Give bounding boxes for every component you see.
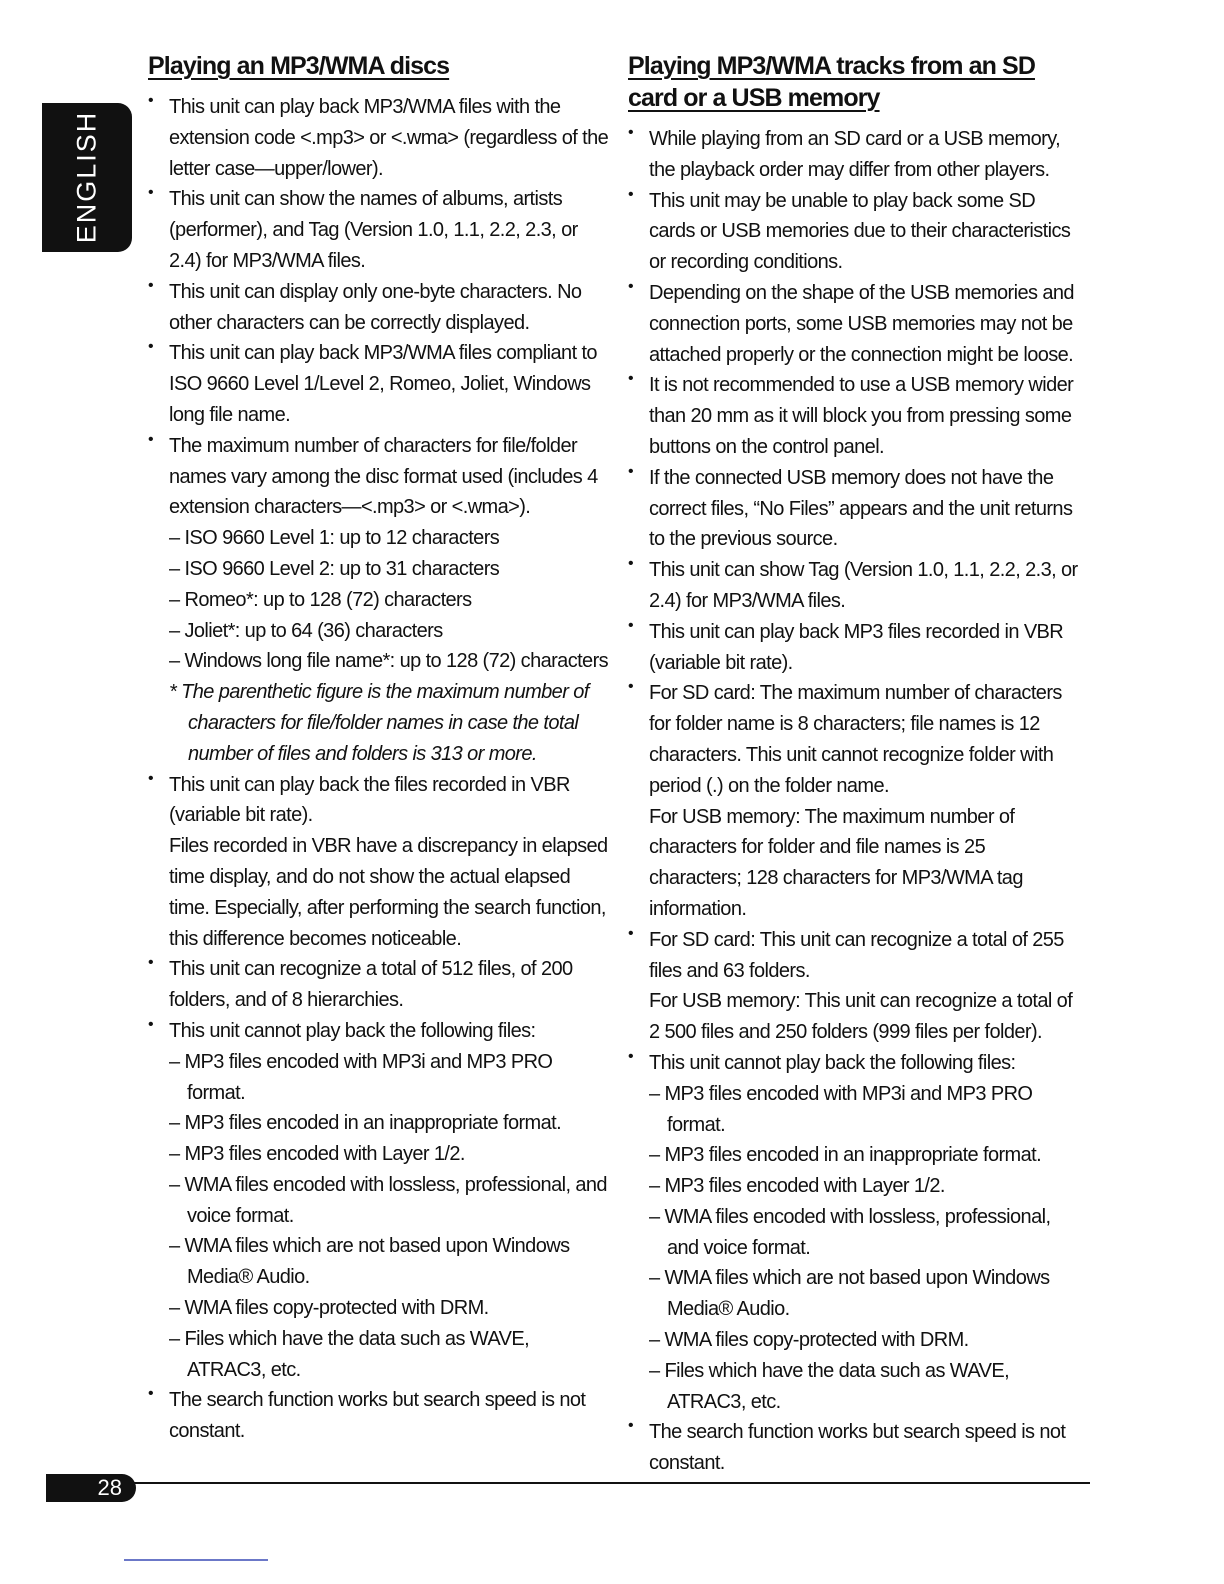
bullet-item [628, 278, 1078, 370]
bullet-item [148, 92, 610, 184]
bullet-text: • This unit can play back MP3 files recorded in VBR (variable bit rate). [649, 620, 1064, 674]
right-bullet-list [628, 124, 1078, 1479]
bullet-item [628, 370, 1078, 462]
sub-item: – MP3 files encoded with MP3i and MP3 PRO format. [169, 1050, 553, 1104]
bullet-text: For USB memory: This unit can recognize a total of 2 500 files and 250 folders (999 files per folder). [649, 990, 1073, 1044]
sub-item: – Romeo*: up to 128 (72) characters [169, 588, 472, 611]
language-tab [42, 103, 132, 252]
sub-item: – ISO 9660 Level 1: up to 12 characters [169, 527, 500, 550]
bullet-text: • This unit cannot play back the following files: [169, 1019, 536, 1042]
bullet-text: • While playing from an SD card or a USB memory, the playback order may differ from other players. [649, 128, 1061, 181]
bullet-item [628, 1048, 1078, 1418]
left-bullet-list [148, 92, 610, 1447]
bullet-text: • This unit cannot play back the following files: [649, 1051, 1016, 1074]
language-tab-label: ENGLISH [71, 110, 102, 244]
sub-item: – WMA files encoded with lossless, professional, and voice format. [649, 1205, 1051, 1259]
bullet-text: • For SD card: This unit can recognize a total of 255 files and 63 folders. [649, 928, 1064, 982]
bullet-item [148, 1016, 610, 1386]
bullet-item [628, 463, 1078, 555]
bullet-text: • Depending on the shape of the USB memories and connection ports, some USB memories may not be attached properly or the connection might be loose. [649, 281, 1074, 366]
bullet-item [148, 770, 610, 955]
sub-item: – WMA files encoded with lossless, professional, and voice format. [169, 1173, 607, 1227]
bullet-item [148, 184, 610, 276]
sub-item: – WMA files copy-protected with DRM. [169, 1297, 489, 1320]
sub-item: – ISO 9660 Level 2: up to 31 characters [169, 557, 500, 580]
bullet-text: Files recorded in VBR have a discrepancy in elapsed time display, and do not show the actual elapsed time. Especially, after performing the search function, this difference becomes noticeable. [169, 835, 608, 950]
bullet-text: • This unit can show the names of albums, artists (performer), and Tag (Version 1.0, 1.1, 2.2, 2.3, or 2.4) for MP3/WMA files. [169, 188, 578, 272]
sub-item: – MP3 files encoded with Layer 1/2. [169, 1143, 465, 1166]
bullet-text: • If the connected USB memory does not have the correct files, “No Files” appears and the unit returns to the previous source. [649, 466, 1073, 551]
bullet-text: • This unit can display only one-byte characters. No other characters can be correctly displayed. [169, 280, 582, 334]
sub-item: – MP3 files encoded with Layer 1/2. [649, 1175, 945, 1198]
page-number: 28 [97, 1475, 122, 1500]
sub-item: – WMA files copy-protected with DRM. [649, 1329, 969, 1352]
bullet-item [628, 1417, 1078, 1479]
bullet-text: • The search function works but search speed is not constant. [649, 1421, 1066, 1475]
bullet-item [148, 954, 610, 1016]
bullet-text: • It is not recommended to use a USB memory wider than 20 mm as it will block you from pressing some buttons on the control panel. [649, 374, 1074, 458]
sub-item: – Windows long file name*: up to 128 (72) characters [169, 650, 609, 673]
bullet-text: • This unit can play back MP3/WMA files with the extension code <.mp3> or <.wma> (regardless of the letter case—upper/lower). [169, 96, 609, 180]
bullet-item [628, 925, 1078, 1048]
right-column [628, 50, 1078, 1479]
sub-item: – WMA files which are not based upon Windows Media® Audio. [169, 1235, 570, 1289]
bullet-text: • This unit may be unable to play back some SD cards or USB memories due to their characteristics or recording conditions. [649, 189, 1071, 274]
left-column [148, 50, 610, 1447]
bullet-item [628, 124, 1078, 186]
bullet-text: For USB memory: The maximum number of characters for folder and file names is 25 characters; 128 characters for MP3/WMA tag information. [649, 805, 1023, 920]
bullet-item [628, 186, 1078, 278]
bullet-text: • For SD card: The maximum number of characters for folder name is 8 characters; file names is 12 characters. This unit cannot recognize folder with period (.) on the folder name. [649, 682, 1062, 797]
bullet-text: • This unit can play back MP3/WMA files compliant to ISO 9660 Level 1/Level 2, Romeo, Joliet, Windows long file name. [169, 342, 597, 426]
footer-link-underline [124, 1559, 268, 1561]
sub-item: – MP3 files encoded with MP3i and MP3 PRO format. [649, 1082, 1033, 1136]
bullet-item [628, 555, 1078, 617]
sub-item: – Files which have the data such as WAVE, ATRAC3, etc. [649, 1359, 1010, 1413]
sub-item: – MP3 files encoded in an inappropriate format. [649, 1144, 1042, 1167]
bullet-text: • This unit can show Tag (Version 1.0, 1.1, 2.2, 2.3, or 2.4) for MP3/WMA files. [649, 559, 1078, 612]
bullet-text: • This unit can recognize a total of 512 files, of 200 folders, and of 8 hierarchies. [169, 958, 573, 1012]
sub-item: – WMA files which are not based upon Windows Media® Audio. [649, 1267, 1050, 1321]
sub-item: – Files which have the data such as WAVE, ATRAC3, etc. [169, 1327, 530, 1381]
bullet-item [628, 678, 1078, 924]
right-heading: Playing MP3/WMA tracks from an SD card or a USB memory [628, 52, 1035, 112]
footnote: * The parenthetic figure is the maximum number of characters for file/folder names in case the total number of files and folders is 313 or more. [169, 681, 589, 765]
bullet-text: • This unit can play back the files recorded in VBR (variable bit rate). [169, 773, 570, 827]
sub-item: – Joliet*: up to 64 (36) characters [169, 619, 443, 642]
page-number-tab [46, 1474, 136, 1502]
bullet-item [628, 617, 1078, 679]
footer-rule [130, 1482, 1090, 1484]
bullet-text: • The maximum number of characters for file/folder names vary among the disc format used (includes 4 extension characters—<.mp3> or <.wma>). [169, 434, 598, 519]
bullet-item [148, 277, 610, 339]
left-heading: Playing an MP3/WMA discs [148, 52, 450, 80]
sub-item: – MP3 files encoded in an inappropriate format. [169, 1112, 562, 1135]
bullet-text: • The search function works but search speed is not constant. [169, 1389, 586, 1443]
bullet-item [148, 338, 610, 430]
bullet-item [148, 431, 610, 770]
bullet-item [148, 1385, 610, 1447]
